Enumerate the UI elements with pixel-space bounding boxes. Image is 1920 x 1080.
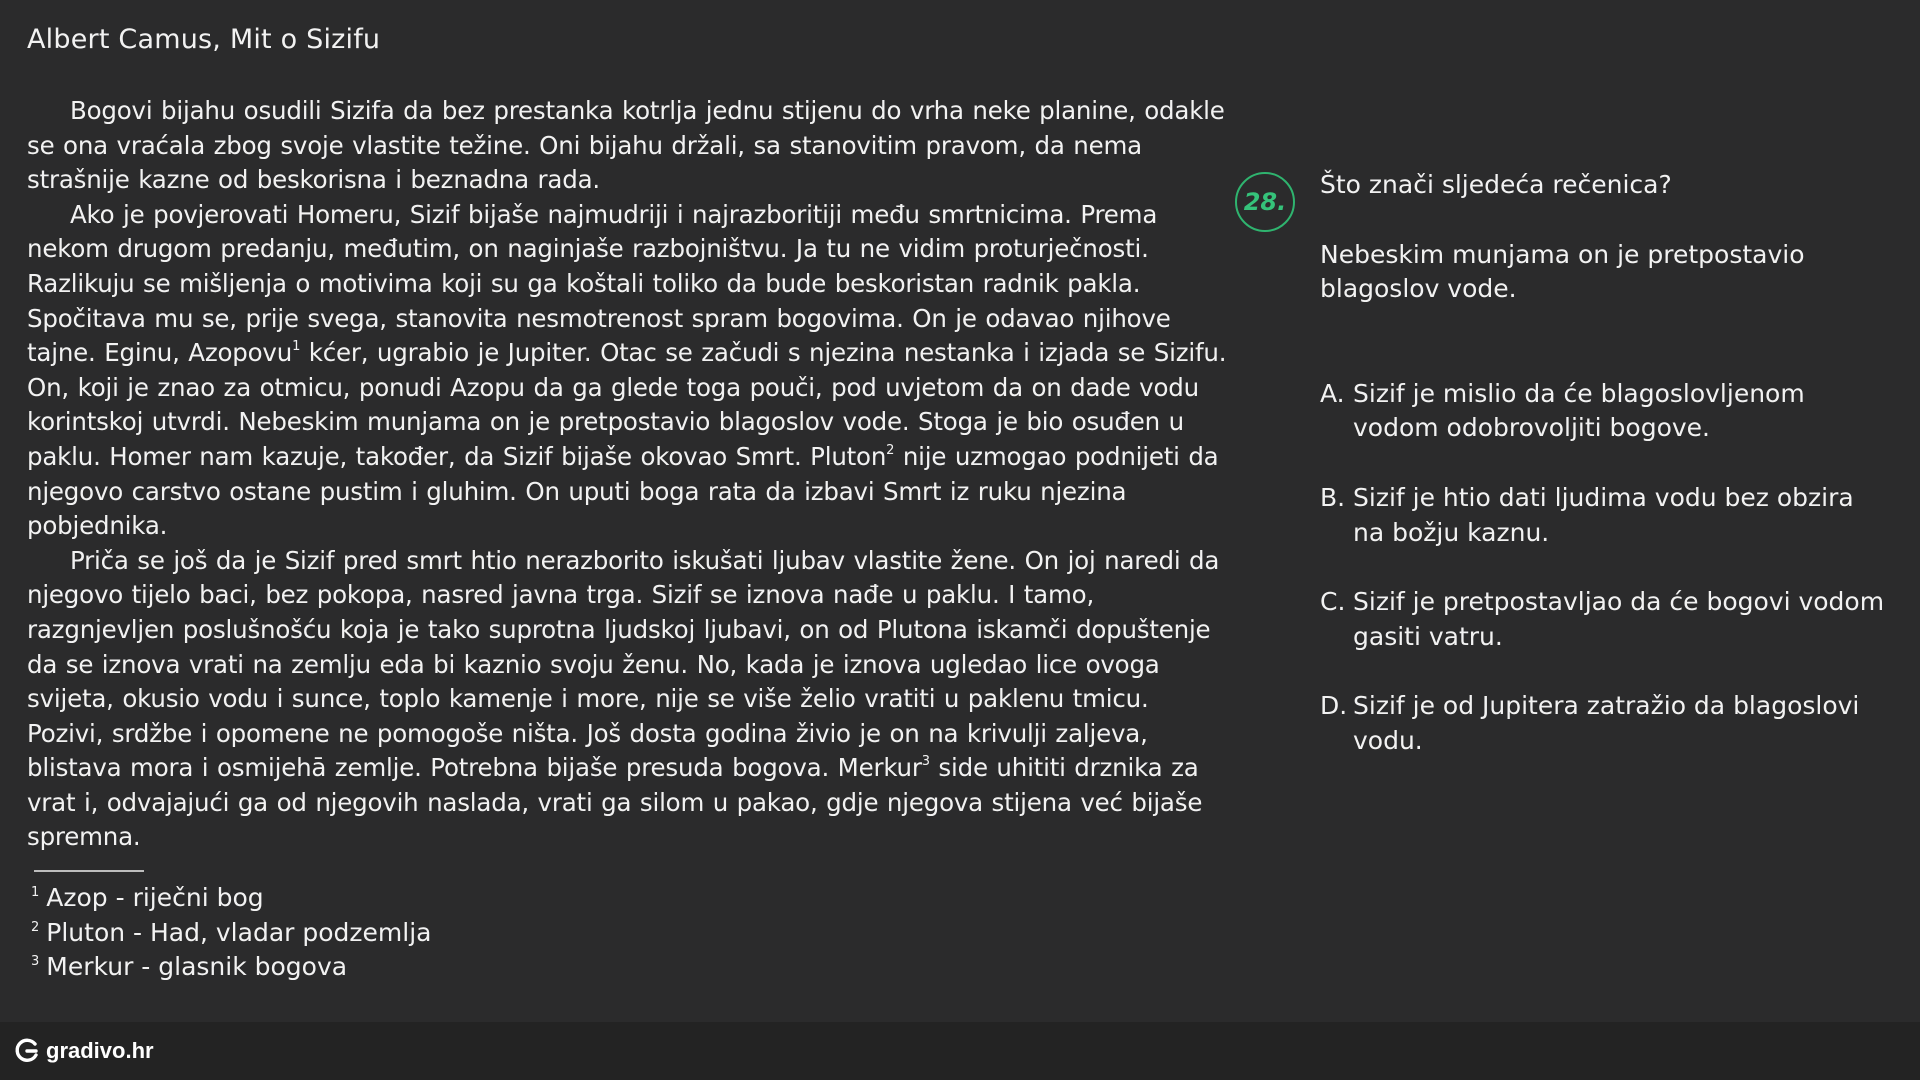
answer-option-d[interactable] [1320,689,1890,758]
question-prompt: Što znači sljedeća rečenica? [1320,170,1672,199]
option-letter: B. [1320,482,1346,512]
option-letter: D. [1320,691,1348,721]
passage-paragraph [27,544,1227,855]
passage-paragraph [27,198,1227,544]
brand-link[interactable] [14,1038,154,1064]
footnote-ref: 1 [292,339,301,355]
option-letter: A. [1320,378,1345,408]
paragraph-text: Ako je povjerovati Homeru, Sizif bijaše najmudriji i najrazboritiji među smrtnicima. Prema nekom drugom predanju, međutim, on naginjaše razbojništvu. Ja tu ne vidim proturječnosti. Razlikuju se mišljenja o motivima koji su ga koštali toliko da bude beskoristan radnik pakla. Spočitava mu se, prije svega, stanovita nesmotrenost spram bogovima. On je odavao njihove tajne. Eginu, Azopovu [27,199,1171,368]
footnote-mark: 2 [31,919,40,935]
footer-bar [0,1022,1920,1080]
answer-option-a[interactable] [1320,377,1890,446]
footnote-text: Pluton - Had, vladar podzemlja [46,917,432,947]
paragraph-text: nije uzmogao podnijeti da njegovo carstvo ostane pustim i gluhim. On uputi boga rata da izbavi Smrt iz ruku njezina pobjednika. [27,441,1219,541]
option-letter: C. [1320,587,1346,617]
passage-paragraph [27,94,1227,198]
brand-name: gradivo.hr [46,1038,154,1063]
footnote-ref: 2 [886,442,895,458]
answer-option-c[interactable] [1320,585,1890,654]
gradivo-logo-icon [14,1038,40,1064]
question-number-badge: 28. [1235,172,1295,232]
answer-option-b[interactable] [1320,481,1890,550]
paragraph-text: Bogovi bijahu osudili Sizifa da bez prestanka kotrlja jednu stijenu do vrha neke planine, odakle se ona vraćala zbog svoje vlastite težine. Oni bijahu držali, sa stanovitim pravom, da nema strašnije kazne od beskorisna i beznadna rada. [27,96,1225,195]
paragraph-text: Priča se još da je Sizif pred smrt htio nerazborito iskušati ljubav vlastite žene. On joj naredi da njegovo tijelo baci, bez pokopa, nasred javna trga. Sizif se iznova nađe u paklu. I tamo, razgnjevljen poslušnošću koja je tako suprotna ljudskoj ljubavi, on od Plutona iskamči dopuštenje da se iznova vrati na zemlju eda bi kaznio svoju ženu. No, kada je iznova ugledao lice ovoga svijeta, okusio vodu i sunce, toplo kamenje i more, nije se više želio vratiti u paklenu tmicu. Pozivi, srdžbe i opomene ne pomogoše ništa. Još dosta godina živio je on na krivulji zaljeva, blistava mora i osmijehā zemlje. Potrebna bijaše presuda bogova. Merkur [27,545,1220,783]
passage [27,94,1227,855]
source-title: Albert Camus, Mit o Sizifu [27,24,381,55]
footnote-mark: 1 [31,885,40,900]
answer-options [1320,377,1890,759]
option-text: Sizif je od Jupitera zatražio da blagoslovi vodu. [1353,691,1860,755]
question-quote: Nebeskim munjama on je pretpostavio blagoslov vode. [1320,239,1805,304]
paragraph-text: kćer, ugrabio je Jupiter. Otac se začudi s njezina nestanka i izjada se Sizifu. On, koji je znao za otmicu, ponudi Azopu da ga glede toga pouči, pod uvjetom da on dade vodu korintskoj utvrdi. Nebeskim munjama on je pretpostavio blagoslov vode. Stoga je bio osuđen u paklu. Homer nam kazuje, također, da Sizif bijaše okovao Smrt. Pluton [27,338,1227,471]
footnote-text: Merkur - glasnik bogova [46,952,348,982]
footnote-item [31,916,431,951]
question-panel [1320,168,1890,794]
footnote-item [31,881,431,916]
footnote-ref: 3 [921,754,930,770]
footnote-text: Azop - riječni bog [46,883,264,912]
footnote-mark: 3 [31,954,40,970]
footnote-item [31,950,431,985]
option-text: Sizif je pretpostavljao da će bogovi vodom gasiti vatru. [1353,587,1885,651]
paragraph-text: side uhititi drznika za vrat i, odvajajući ga od njegovih naslada, vrati ga silom u pakao, gdje njegova stijena već bijaše spremna. [27,753,1203,852]
option-text: Sizif je mislio da će blagoslovljenom vodom odobrovoljiti bogove. [1353,378,1805,443]
footnote-divider [34,870,144,872]
option-text: Sizif je htio dati ljudima vodu bez obzira na božju kaznu. [1353,482,1854,547]
footnotes [31,881,431,985]
